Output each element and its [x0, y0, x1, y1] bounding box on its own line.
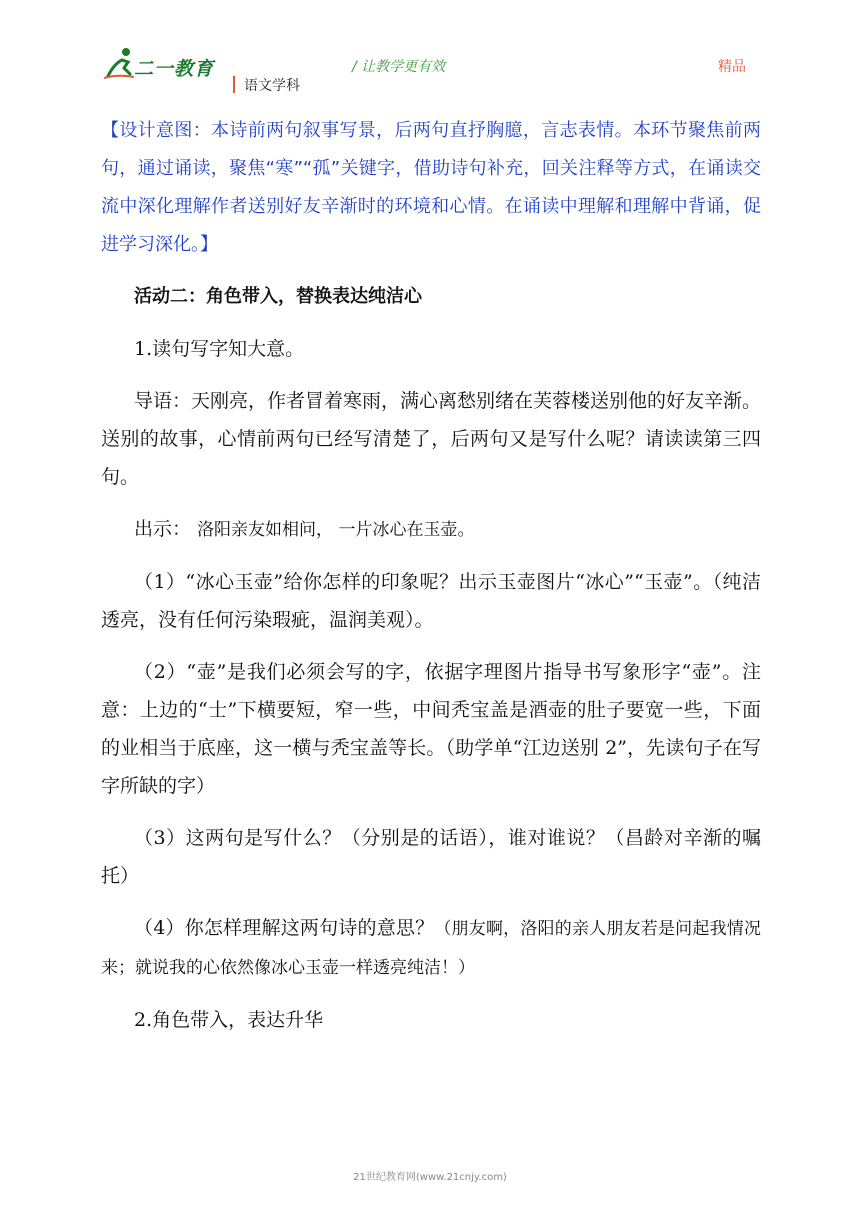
activity-title: 活动二：角色带入，替换表达纯洁心 — [134, 286, 422, 307]
step-2-heading: 2.角色带入，表达升华 — [134, 1009, 324, 1031]
question-1: （1）“冰心玉壶”给你怎样的印象呢？出示玉壶图片“冰心”“玉壶”。（纯洁透亮，没有任何污染瑕疵，温润美观）。 — [101, 571, 761, 631]
logo-text: 二一教育 — [134, 58, 215, 80]
question-2: （2）“壶”是我们必须会写的字，依据字理图片指导书写象形字“壶”。注意：上边的“士”下横要短，窄一些，中间秃宝盖是酒壶的肚子要宽一些，下面的业相当于底座，这一横与秃宝盖等长。（助学单“江边送别 2”，先读句子在写字所缺的字） — [101, 661, 761, 797]
page-header — [0, 0, 860, 100]
poem-text: 洛阳亲友如相问， 一片冰心在玉壶。 — [197, 520, 475, 540]
show-label: 出示： — [134, 518, 192, 540]
page-footer: 21世纪教育网(www.21cnjy.com) — [353, 1172, 507, 1183]
runner-logo-icon — [104, 46, 136, 80]
quality-badge: 精品 — [718, 59, 746, 75]
intro-paragraph: 导语：天刚亮，作者冒着寒雨，满心离愁别绪在芙蓉楼送别他的好友辛渐。送别的故事，心情前两句已经写清楚了，后两句又是写什么呢？请读读第三四句。 — [101, 390, 762, 488]
question-4-answer: （朋友啊，洛阳的亲人朋友若是问起我情况来；就说我的心依然像冰心玉壶一样透亮纯洁！） — [101, 919, 761, 978]
question-4-main: （4）你怎样理解这两句诗的意思？ — [134, 917, 435, 939]
show-poem-line — [101, 510, 761, 549]
logo — [104, 46, 234, 82]
slogan: / 让教学更有效 — [352, 59, 446, 75]
question-4 — [101, 909, 761, 987]
header-divider — [233, 76, 235, 93]
document-body — [101, 112, 761, 1039]
step-1-heading: 1.读句写字知大意。 — [134, 338, 305, 360]
question-3: （3）这两句是写什么？（分别是的话语），谁对谁说？（昌龄对辛渐的嘱托） — [101, 827, 761, 887]
design-intent-paragraph: 【设计意图：本诗前两句叙事写景，后两句直抒胸臆，言志表情。本环节聚焦前两句，通过诵读，聚焦“寒”“孤”关键字，借助诗句补充，回关注释等方式，在诵读交流中深化理解作者送别好友辛渐时的环境和心情。在诵读中理解和理解中背诵，促进学习深化。】 — [101, 120, 761, 255]
subject-label: 语文学科 — [244, 78, 300, 94]
